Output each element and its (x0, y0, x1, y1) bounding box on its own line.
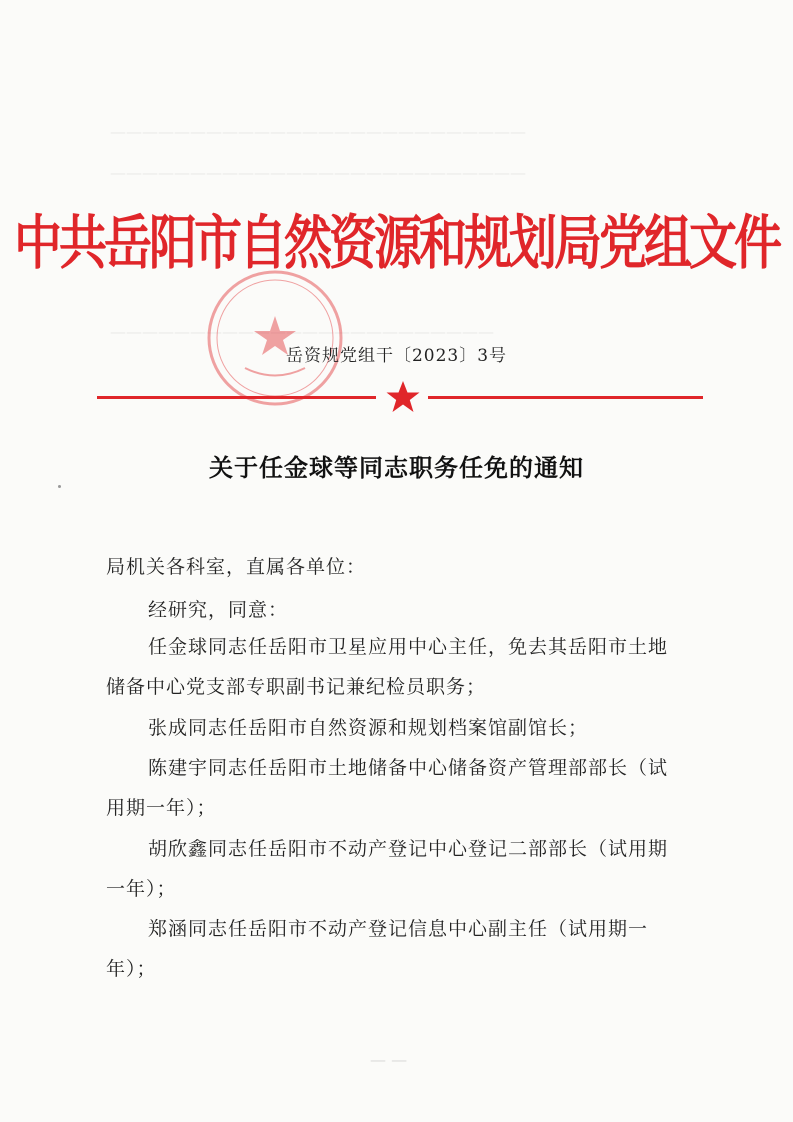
show-through-text: —————————————————————————— (110, 122, 526, 141)
body-paragraph: 郑涵同志任岳阳市不动产登记信息中心副主任（试用期一 (148, 918, 649, 940)
show-through-page-mark: — — (370, 1050, 408, 1069)
show-through-text: ———————————————————————— (110, 322, 494, 341)
body-paragraph: 胡欣鑫同志任岳阳市不动产登记中心登记二部部长（试用期 (148, 838, 669, 860)
header-divider-left (97, 396, 376, 399)
show-through-text: —————————————————————————— (110, 163, 526, 182)
body-paragraph: 经研究，同意： (148, 599, 289, 621)
body-paragraph: 任金球同志任岳阳市卫星应用中心主任，免去其岳阳市土地 (148, 636, 669, 658)
notice-title: 关于任金球等同志职务任免的通知 (209, 453, 584, 482)
official-seal-icon (205, 268, 345, 408)
body-paragraph: 年）； (106, 958, 157, 980)
document-header-title: 中共岳阳市自然资源和规划局党组文件 (13, 209, 779, 278)
body-paragraph: 一年）； (106, 878, 177, 900)
body-paragraph: 储备中心党支部专职副书记兼纪检员职务； (106, 676, 487, 698)
document-number: 岳资规党组干〔2023〕3号 (285, 346, 508, 366)
body-paragraph: 张成同志任岳阳市自然资源和规划档案馆副馆长； (148, 717, 589, 739)
body-paragraph: 陈建宇同志任岳阳市土地储备中心储备资产管理部部长（试 (148, 757, 669, 779)
scan-speck (58, 485, 61, 488)
salutation: 局机关各科室，直属各单位： (106, 556, 367, 578)
header-divider-right (428, 396, 703, 399)
body-paragraph: 用期一年）； (106, 797, 217, 819)
red-star-icon (385, 379, 421, 415)
